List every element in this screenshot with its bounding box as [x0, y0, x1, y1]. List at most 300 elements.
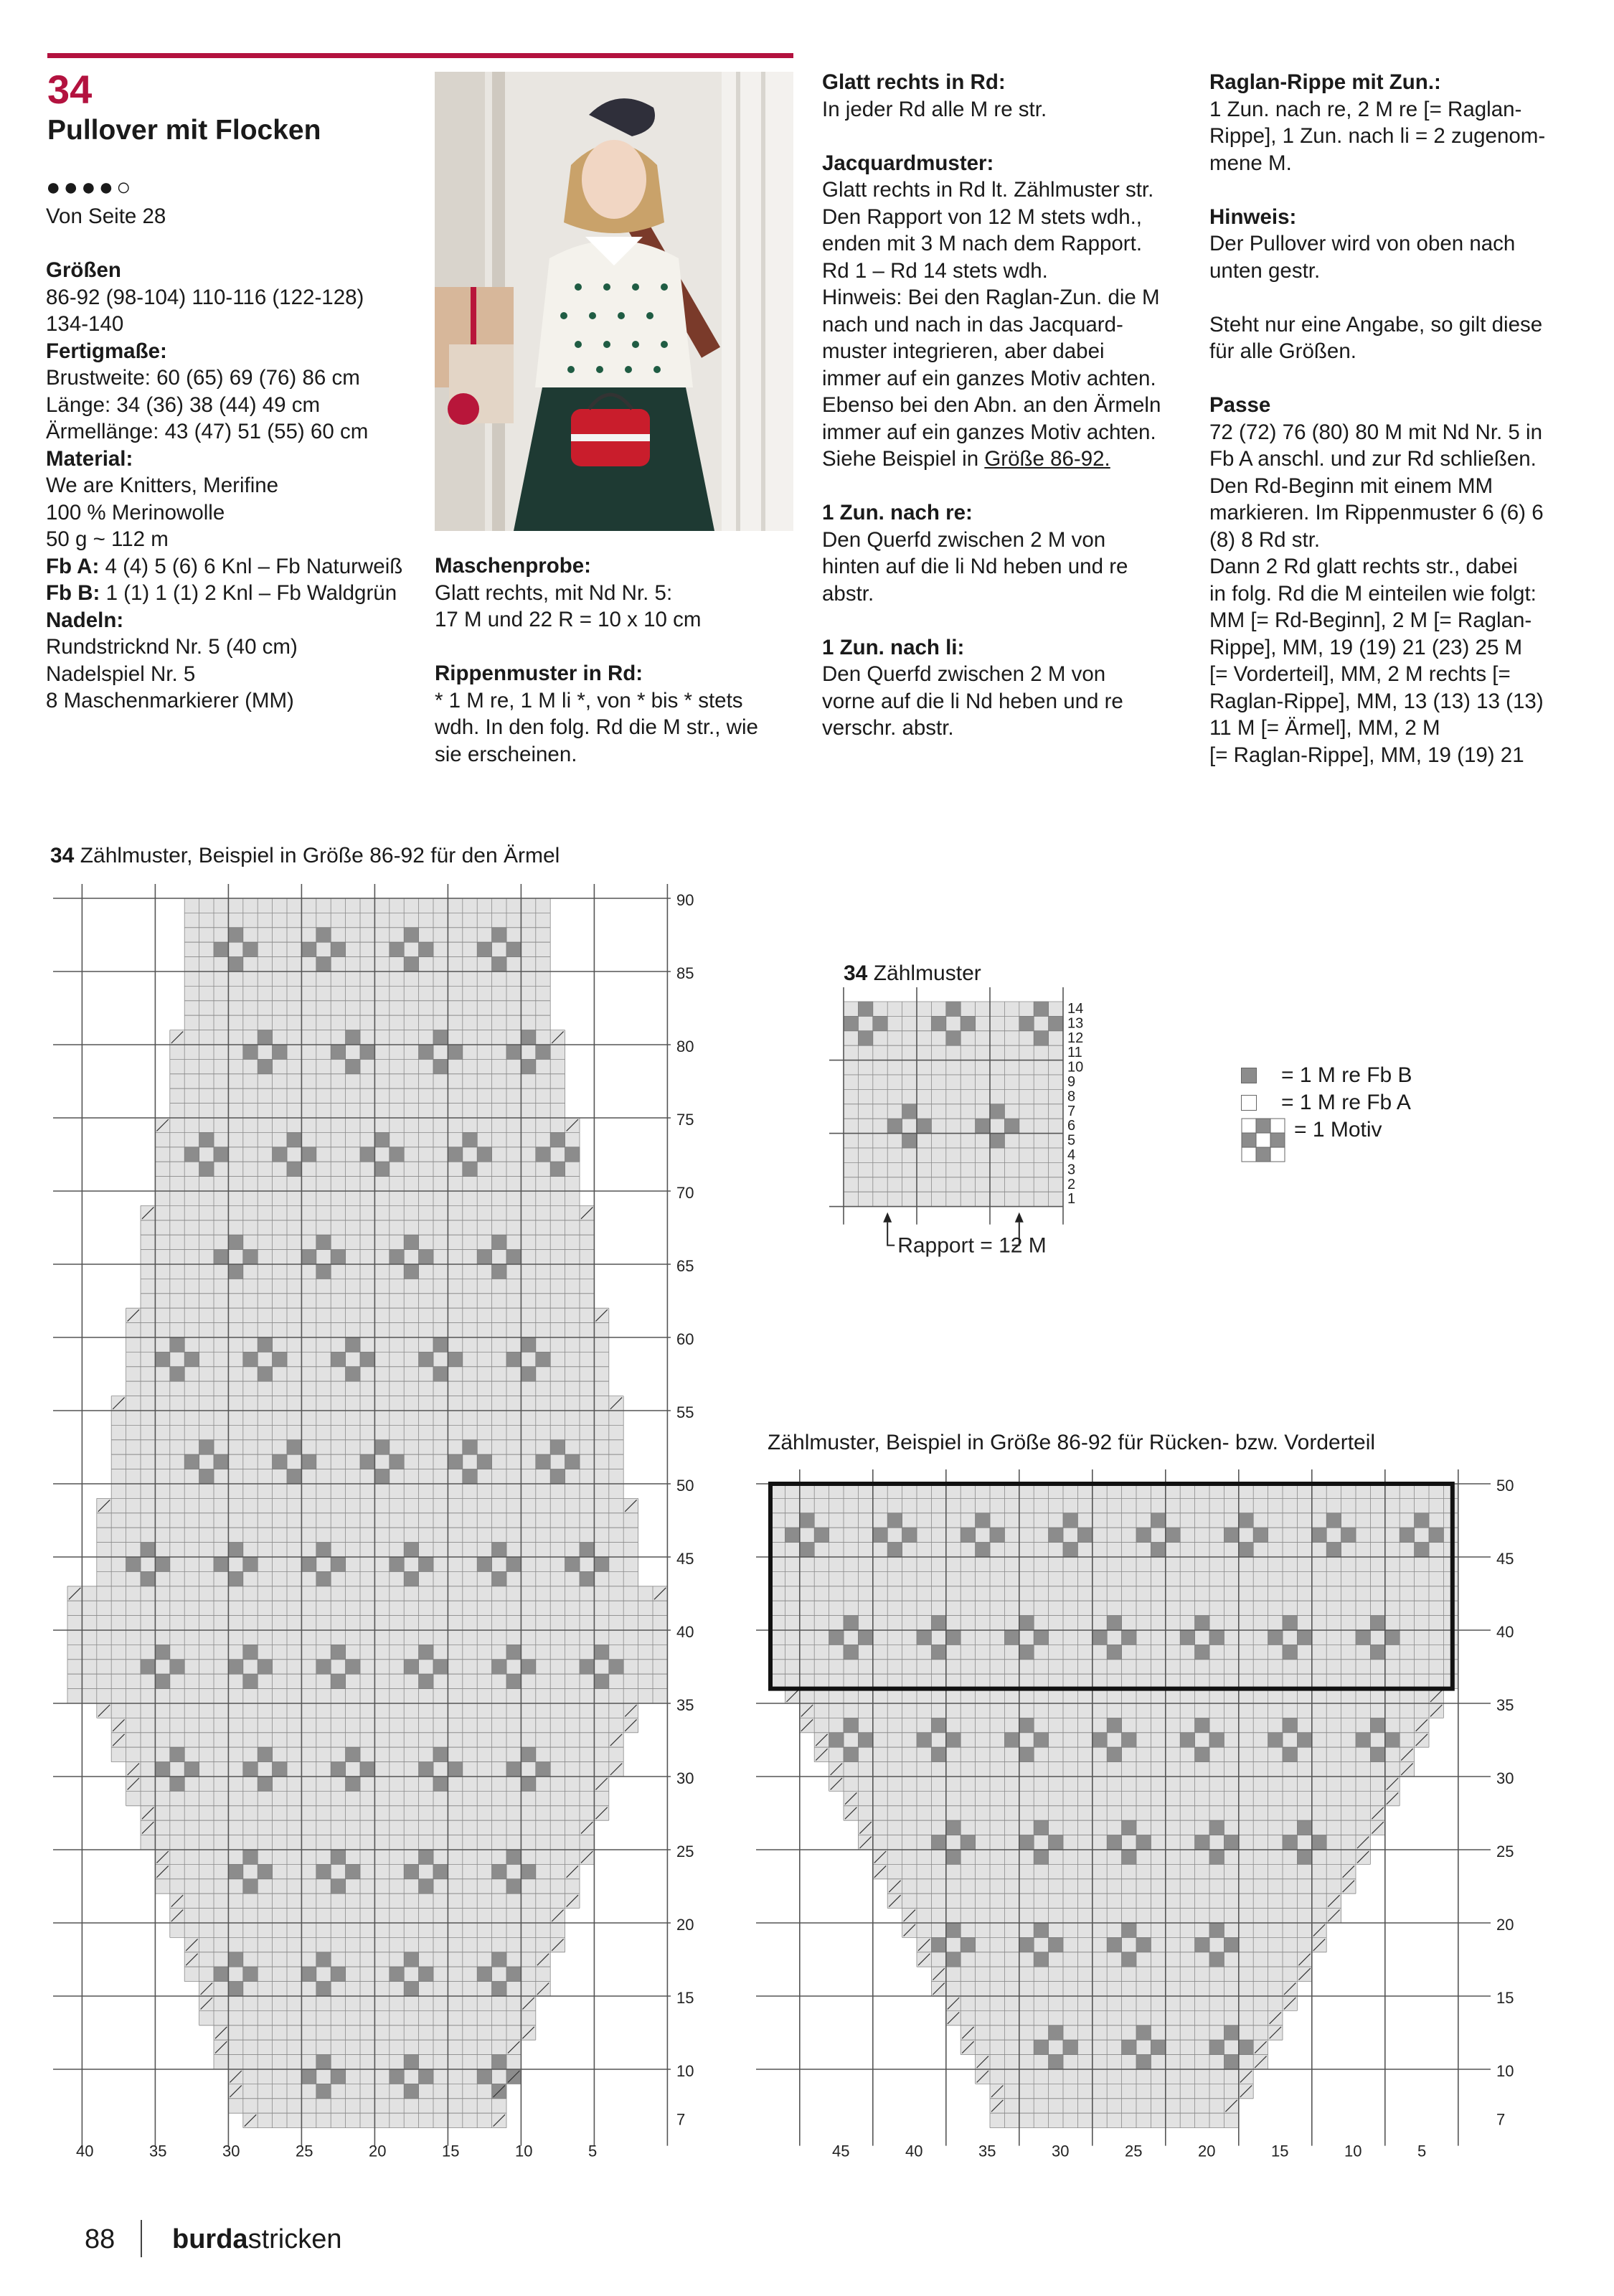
text: hinten auf die li Nd heben und re [822, 555, 1128, 578]
text-line [1209, 473, 1545, 500]
stitch-fb-b [858, 1031, 872, 1045]
stitch-fb-b [184, 1762, 199, 1777]
stitch-fb-b [390, 1147, 404, 1162]
stitch-fb-b [390, 1250, 404, 1264]
decrease-mark [625, 1705, 636, 1716]
stitch-fb-b [536, 1045, 550, 1059]
text: verschr. abstr. [822, 716, 954, 740]
decrease-mark [581, 1822, 593, 1833]
stitch-fb-b [404, 1264, 418, 1279]
stitch-fb-b [492, 1543, 506, 1557]
chart-row [67, 1601, 667, 1615]
stitch-fb-b [155, 1645, 169, 1659]
stitch-fb-b [301, 1250, 316, 1264]
stitch-fb-b [199, 1469, 214, 1484]
decrease-mark [171, 1895, 183, 1906]
chart-row [141, 1250, 594, 1264]
stitch-fb-b [521, 1030, 535, 1045]
stitch-fb-b [419, 1879, 433, 1893]
stitch-fb-b [258, 1660, 272, 1674]
decrease-mark [201, 1983, 212, 1995]
stitch-fb-b [287, 1132, 301, 1147]
stitch-fb-b [492, 1982, 506, 1996]
text: enden mit 3 M nach dem Rapport. [822, 232, 1143, 255]
stitch-fb-b [214, 1147, 228, 1162]
text-line [46, 607, 402, 634]
stitch-fb-b [536, 1147, 550, 1162]
stitch-fb-b [419, 1762, 433, 1777]
text: unten gestr. [1209, 258, 1321, 283]
text-line [1209, 742, 1545, 769]
text-line [46, 311, 402, 338]
text: 100 % Merinowolle [46, 500, 225, 524]
stitch-fb-b [155, 1557, 169, 1571]
chart-row [184, 1952, 550, 1967]
chart-row [770, 1674, 1458, 1688]
stitch-number-label: 15 [442, 2142, 460, 2160]
decrease-mark [245, 2114, 256, 2126]
chart-row [228, 2084, 506, 2098]
decrease-mark [142, 1207, 154, 1218]
chart-row [126, 1777, 609, 1791]
decrease-mark [537, 1983, 549, 1995]
stitch-fb-b [433, 1777, 448, 1791]
label-bold: Fb B: [46, 581, 100, 605]
stitch-fb-b [404, 1864, 418, 1878]
text: wdh. In den folg. Rd die M str., wie [435, 715, 758, 739]
stitch-fb-b [580, 1543, 594, 1557]
chart-row [844, 1134, 1063, 1148]
text-line [46, 634, 402, 661]
stitch-fb-b [243, 1762, 258, 1777]
stitch-fb-b [492, 2084, 506, 2098]
stitch-fb-b [419, 1850, 433, 1864]
chart-row [770, 1660, 1458, 1674]
decrease-mark [230, 2071, 241, 2082]
stitch-fb-b [301, 1557, 316, 1571]
chart-row [184, 1937, 565, 1952]
photo-illustration [435, 72, 793, 531]
text-line [822, 419, 1161, 446]
row-number-label: 40 [676, 1623, 694, 1641]
text-line [822, 338, 1161, 365]
stitch-number-label: 5 [588, 2142, 598, 2160]
stitch-fb-b [360, 1352, 374, 1366]
chart-row [887, 1879, 1356, 1893]
stitch-fb-b [419, 1352, 433, 1366]
stitch-fb-b [243, 1557, 258, 1571]
chart-row [800, 1703, 1444, 1718]
stitch-fb-b [228, 1235, 242, 1249]
chart-row [844, 1177, 1063, 1192]
line-gap [822, 123, 1161, 150]
stitch-fb-b [1019, 1016, 1034, 1030]
chart-row [170, 1030, 565, 1045]
chart-row [155, 1191, 580, 1205]
text-line [1209, 688, 1545, 715]
chart-row [770, 1645, 1458, 1659]
stitch-fb-b [346, 1030, 360, 1045]
stitch-fb-b [155, 1352, 169, 1366]
text: 86-92 (98-104) 110-116 (122-128) [46, 285, 364, 309]
text-line [822, 499, 1161, 527]
decrease-mark [595, 1778, 607, 1789]
chart-row [155, 1879, 580, 1893]
stitch-fb-b [170, 1367, 184, 1381]
stitch-fb-b [390, 1967, 404, 1981]
stitch-fb-b [419, 1645, 433, 1659]
stitch-fb-b [228, 1571, 242, 1586]
stitch-fb-b [506, 2069, 521, 2084]
stitch-fb-b [214, 1454, 228, 1469]
stitch-fb-b [360, 1045, 374, 1059]
text: sie erscheinen. [435, 742, 577, 766]
stitch-fb-b [506, 1250, 521, 1264]
stitch-fb-b [594, 1674, 608, 1688]
chart-row [844, 1045, 1063, 1060]
stitch-fb-b [316, 957, 331, 971]
stitch-fb-b [506, 1045, 521, 1059]
stitch-fb-b [331, 1045, 345, 1059]
stitch-fb-b [521, 1864, 535, 1878]
stitch-fb-b [1049, 1016, 1063, 1030]
row-number-label: 30 [676, 1769, 694, 1787]
stitch-fb-b [521, 1747, 535, 1761]
chart-row [844, 1192, 1063, 1206]
stitch-fb-b [902, 1104, 917, 1119]
stitch-fb-b [346, 1777, 360, 1791]
stitch-fb-b [228, 928, 242, 942]
stitch-fb-b [170, 1660, 184, 1674]
underlined-link-text: Größe 86-92. [984, 447, 1110, 471]
decrease-mark [595, 1309, 607, 1321]
row-number-label: 35 [676, 1696, 694, 1714]
decrease-mark [494, 2114, 505, 2126]
top-accent-bar [47, 53, 793, 58]
stitch-fb-b [448, 1352, 462, 1366]
stitch-fb-b [506, 942, 521, 956]
stitch-fb-b [1034, 1031, 1048, 1045]
stitch-fb-b [404, 1952, 418, 1967]
chart-row [170, 1059, 565, 1073]
stitch-fb-b [243, 1850, 258, 1864]
motif-row-label: 7 [1067, 1103, 1076, 1119]
stitch-fb-b [243, 942, 258, 956]
text: 72 (72) 76 (80) 80 M mit Nd Nr. 5 in [1209, 420, 1542, 444]
text-line [822, 258, 1161, 285]
stitch-fb-b [170, 1777, 184, 1791]
stitch-fb-b [331, 1762, 345, 1777]
text: (8) 8 Rd str. [1209, 527, 1321, 552]
stitch-fb-b [141, 1571, 155, 1586]
text-line [435, 660, 758, 687]
stitch-fb-b [170, 1337, 184, 1352]
text-line [1209, 258, 1545, 285]
stitch-fb-b [316, 1864, 331, 1878]
decrease-mark [522, 2027, 534, 2038]
text-line [435, 687, 758, 715]
chart-row [97, 1557, 638, 1571]
chart-row [873, 1850, 1371, 1864]
text: [= Raglan-Rippe], MM, 19 (19) 21 [1209, 743, 1524, 767]
stitch-fb-b [565, 1557, 580, 1571]
label-bold: Raglan-Rippe mit Zun.: [1209, 70, 1441, 94]
stitch-fb-b [390, 942, 404, 956]
text: Glatt rechts, mit Nd Nr. 5: [435, 580, 673, 605]
stitch-fb-b [316, 1660, 331, 1674]
text-line [46, 257, 402, 284]
text: Dann 2 Rd glatt rechts str., dabei [1209, 555, 1518, 578]
column-sizes-material [46, 257, 402, 715]
chart-row [199, 1982, 551, 1996]
motif-row-label: 8 [1067, 1088, 1076, 1105]
stitch-fb-b [404, 928, 418, 942]
text: Den Rd-Beginn mit einem MM [1209, 474, 1493, 498]
stitch-fb-b [448, 1045, 462, 1059]
stitch-fb-b [433, 1660, 448, 1674]
stitch-fb-b [580, 1571, 594, 1586]
text: 1 (1) 1 (1) 2 Knl – Fb Waldgrün [100, 581, 397, 605]
chart-row [126, 1381, 609, 1396]
text-line [46, 392, 402, 419]
text: Ebenso bei den Abn. an den Ärmeln [822, 393, 1161, 417]
decrease-mark [69, 1588, 80, 1599]
chart-row [111, 1411, 623, 1425]
stitch-fb-b [258, 1864, 272, 1878]
stitch-fb-b [287, 1162, 301, 1176]
chart-row [111, 1396, 623, 1411]
chart-row [97, 1513, 638, 1528]
stitch-fb-b [360, 1762, 374, 1777]
line-gap [435, 634, 758, 661]
text-line [822, 661, 1161, 688]
chart-row [873, 1864, 1356, 1878]
stitch-fb-b [346, 1059, 360, 1073]
stitch-fb-b [419, 942, 433, 956]
decrease-mark [113, 1719, 124, 1731]
text: mene M. [1209, 151, 1292, 175]
text: immer auf ein ganzes Motiv achten. [822, 420, 1156, 444]
stitch-fb-b [301, 942, 316, 956]
stitch-fb-b [506, 1557, 521, 1571]
text-line [1209, 230, 1545, 258]
text-line [435, 714, 758, 741]
stitch-fb-b [287, 1469, 301, 1484]
text-line [822, 230, 1161, 258]
stitch-fb-b [858, 1002, 872, 1016]
chart-row [770, 1601, 1458, 1615]
chart-row [184, 957, 550, 971]
stitch-fb-b [374, 1162, 389, 1176]
text-line [1209, 527, 1545, 554]
stitch-fb-b [419, 1250, 433, 1264]
text-line [1209, 204, 1545, 231]
stitch-fb-b [404, 2055, 418, 2069]
label-bold: Größen [46, 258, 121, 282]
stitch-fb-b [273, 1147, 287, 1162]
chart-row [770, 1630, 1458, 1645]
pattern-number: 34 [47, 67, 93, 112]
text: immer auf ein ganzes Motiv achten. [822, 366, 1156, 390]
motif-row-label: 1 [1067, 1191, 1076, 1208]
chart-row [228, 2099, 506, 2113]
stitch-fb-b [433, 1337, 448, 1352]
text-line [1209, 338, 1545, 365]
chart-row [111, 1747, 623, 1761]
label-bold: Fertigmaße: [46, 339, 167, 363]
stitch-fb-b [141, 1543, 155, 1557]
stitch-fb-b [141, 1660, 155, 1674]
stitch-number-label: 20 [369, 2142, 387, 2160]
stitch-fb-b [463, 1132, 477, 1147]
stitch-fb-b [316, 1571, 331, 1586]
chart-row [67, 1645, 667, 1659]
stitch-number-label: 25 [296, 2142, 313, 2160]
chart-row [184, 913, 550, 927]
text: 1 Zun. nach re, 2 M re [= Raglan- [1209, 97, 1522, 121]
text: We are Knitters, Merifine [46, 474, 279, 497]
stitch-fb-b [316, 1982, 331, 1996]
stitch-fb-b [463, 1440, 477, 1454]
column-gauge-rib [435, 552, 758, 768]
decrease-mark [508, 2041, 519, 2053]
text: 50 g ~ 112 m [46, 527, 169, 551]
text-line [1209, 150, 1545, 177]
decrease-mark [567, 1866, 578, 1877]
chart-row [67, 1616, 667, 1630]
stitch-fb-b [155, 1674, 169, 1688]
stitch-fb-b [316, 2055, 331, 2069]
stitch-fb-b [477, 942, 491, 956]
chart-row [844, 1119, 1063, 1133]
text: Hinweis: Bei den Raglan-Zun. die M [822, 286, 1160, 309]
text-line [1209, 607, 1545, 634]
line-gap [1209, 284, 1545, 311]
stitch-fb-b [301, 1454, 316, 1469]
text-line [1209, 499, 1545, 527]
motif-chart [829, 987, 1083, 1258]
stitch-fb-b [214, 942, 228, 956]
chart-row [67, 1674, 667, 1688]
chart-row [126, 1308, 609, 1322]
text-line [822, 392, 1161, 419]
stitch-fb-b [243, 1045, 258, 1059]
row-number-label: 20 [676, 1916, 694, 1934]
chart-row [126, 1762, 624, 1777]
stitch-fb-b [565, 1454, 580, 1469]
stitch-fb-b [390, 1454, 404, 1469]
chart-row [844, 1031, 1063, 1045]
stitch-fb-b [390, 1557, 404, 1571]
text-line [1209, 419, 1545, 446]
decrease-mark [230, 2085, 241, 2097]
text-line [822, 527, 1161, 554]
decrease-mark [581, 1207, 593, 1218]
stitch-number-label: 40 [76, 2142, 94, 2160]
decrease-mark [610, 1398, 622, 1409]
decrease-mark [581, 1851, 593, 1863]
stitch-fb-b [506, 1967, 521, 1981]
stitch-fb-b [155, 1762, 169, 1777]
stitch-fb-b [492, 1660, 506, 1674]
decrease-mark [522, 1998, 534, 2009]
stitch-fb-b [550, 1469, 565, 1484]
chart-row [141, 1820, 594, 1835]
decrease-mark [186, 1939, 197, 1950]
stitch-fb-b [931, 1016, 945, 1030]
stitch-fb-b [316, 1543, 331, 1557]
chart-row [126, 1352, 609, 1366]
chart-row [141, 1235, 594, 1249]
stitch-fb-b [594, 1645, 608, 1659]
stitch-fb-b [258, 1747, 272, 1761]
stitch-fb-b [184, 1352, 199, 1366]
text-line [1209, 392, 1545, 419]
decrease-mark [537, 1954, 549, 1965]
stitch-fb-b [506, 1762, 521, 1777]
chart-row [770, 1513, 1458, 1528]
label-bold: Material: [46, 446, 133, 471]
stitch-fb-b [360, 1147, 374, 1162]
text-line [46, 338, 402, 365]
text-line [46, 472, 402, 499]
text-line [822, 715, 1161, 742]
stitch-fb-b [521, 1337, 535, 1352]
stitch-fb-b [1004, 1119, 1019, 1133]
stitch-fb-b [126, 1557, 141, 1571]
stitch-fb-b [301, 1967, 316, 1981]
stitch-fb-b [521, 1059, 535, 1073]
text: [= Vorderteil], MM, 2 M rechts [= [1209, 662, 1511, 686]
stitch-fb-b [331, 942, 345, 956]
chart-row [111, 1469, 623, 1484]
motif-row-label: 14 [1067, 1001, 1084, 1017]
decrease-mark [625, 1500, 636, 1511]
row-number-label: 45 [676, 1550, 694, 1568]
stitch-fb-b [506, 1674, 521, 1688]
label-bold: 1 Zun. nach re: [822, 501, 973, 524]
row-number-label: 25 [676, 1843, 694, 1860]
decrease-mark [552, 1939, 563, 1950]
stitch-fb-b [448, 1762, 462, 1777]
decrease-mark [595, 1807, 607, 1819]
chart-row [170, 1104, 565, 1118]
text: Steht nur eine Angabe, so gilt diese [1209, 312, 1543, 337]
text: für alle Größen. [1209, 339, 1356, 363]
stitch-fb-b [448, 1454, 462, 1469]
decrease-mark [128, 1764, 139, 1775]
stitch-fb-b [273, 1762, 287, 1777]
stitch-fb-b [331, 1645, 345, 1659]
text-line [1209, 661, 1545, 688]
text: 11 M [= Ärmel], MM, 2 M [1209, 716, 1440, 740]
motif-row-label: 5 [1067, 1132, 1076, 1149]
row-number-label: 7 [676, 2110, 686, 2129]
stitch-fb-b [433, 1059, 448, 1073]
stitch-fb-b [316, 1264, 331, 1279]
decrease-mark [128, 1778, 139, 1789]
chart-row [155, 1864, 580, 1878]
stitch-fb-b [492, 2055, 506, 2069]
decrease-mark [610, 1734, 622, 1746]
text-line [822, 204, 1161, 231]
sleeve-chart [53, 884, 694, 2160]
chart-row [770, 1557, 1458, 1571]
text-line [46, 364, 402, 392]
chart-row [67, 1630, 667, 1645]
body-chart [756, 1469, 1514, 2160]
stitch-fb-b [199, 1440, 214, 1454]
